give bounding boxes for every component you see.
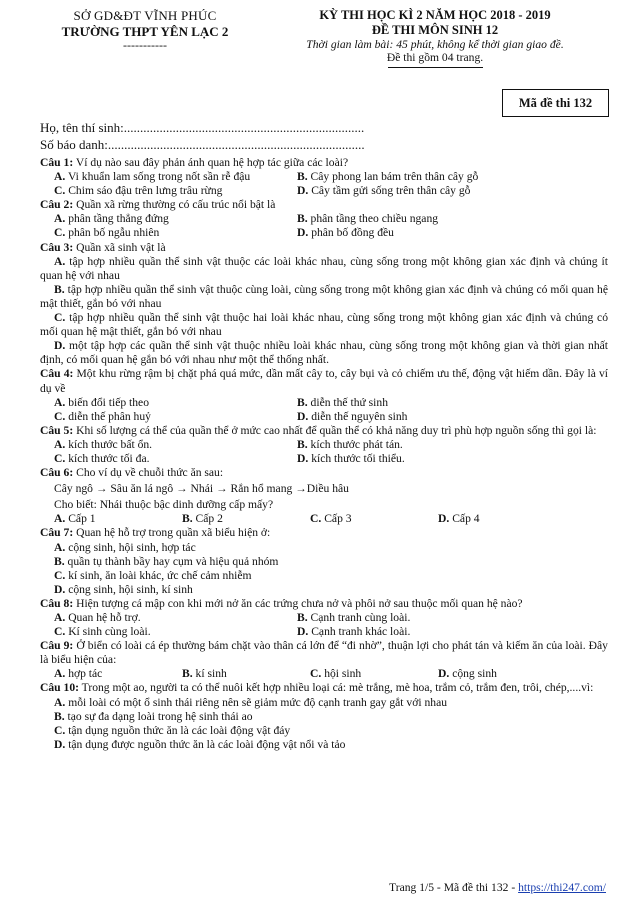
question-1: [40, 156, 608, 198]
question-5: [40, 424, 608, 466]
question-text: Quần xã sinh vật là: [73, 240, 166, 254]
question-3: [40, 241, 608, 368]
question-number: Câu 5:: [40, 423, 74, 437]
option-d: D. Cấp 4: [438, 512, 480, 526]
question-text: Ở biển có loài cá ép thường bám chặt vào thân cá lớn để “đi nhờ”, thuận lợi cho phát tán và kiếm ăn của loài. Đây là biểu hiện của:: [40, 639, 608, 667]
student-name-line: Họ, tên thí sinh:..........................................................................: [40, 120, 365, 135]
option-a: A. Cấp 1: [54, 512, 96, 526]
question-text: Một khu rừng rậm bị chặt phá quá mức, dần mất cây to, cây bụi và cỏ chiếm ưu thế, động vật hiếm dần. Đây là ví dụ về: [40, 367, 608, 395]
option-c: C. phân bố ngẫu nhiên: [54, 226, 160, 240]
option-c: C. tận dụng nguồn thức ăn là các loài động vật đáy: [54, 723, 291, 737]
option-a: A. cộng sinh, hội sinh, hợp tác: [54, 540, 196, 554]
option-b: B. Cây phong lan bám trên thân cây gỗ: [297, 170, 479, 184]
student-id-line: Số báo danh:...............................................................................: [40, 137, 365, 152]
question-text: Quan hệ hỗ trợ trong quần xã biểu hiện ở:: [73, 526, 271, 540]
option-a: A. biến đổi tiếp theo: [54, 395, 150, 409]
option-c: C. diễn thế phân huỷ: [54, 409, 151, 423]
question-10: [40, 681, 608, 751]
option-c: C. kích thước tối đa.: [54, 451, 150, 465]
header-right: [250, 8, 620, 68]
question-number: Câu 1:: [40, 156, 74, 169]
question-number: Câu 8:: [40, 596, 74, 610]
question-7: [40, 526, 608, 596]
question-number: Câu 3:: [40, 240, 74, 254]
question-6: [40, 466, 608, 526]
option-b: B. phân tầng theo chiều ngang: [297, 212, 439, 226]
footer-link[interactable]: https://thi247.com/: [518, 881, 606, 894]
question-number: Câu 9:: [40, 639, 74, 653]
question-text: Cho ví dụ về chuỗi thức ăn sau:: [73, 466, 224, 480]
question-number: Câu 10:: [40, 681, 79, 695]
question-text: Khi số lượng cá thể của quần thể ở mức cao nhất để quần thể có khả năng duy trì phù hợp nguồn sống thì gọi là:: [73, 423, 597, 437]
time-note: Thời gian làm bài: 45 phút, không kể thời gian giao đề.: [306, 38, 564, 51]
question-4: [40, 367, 608, 423]
question-8: [40, 597, 608, 639]
option-b: B. tập hợp nhiều quần thể sinh vật thuộc cùng loài, cùng sống trong một không gian xác định và chúng có mối quan hệ mật thiết, gắn bó với nhau: [40, 282, 608, 310]
question-number: Câu 6:: [40, 466, 74, 480]
option-b: B. kích thước phát tán.: [297, 437, 403, 451]
option-a: A. Vi khuẩn lam sống trong nốt sần rễ đậu: [54, 170, 251, 184]
option-b: B. diễn thế thứ sinh: [297, 395, 388, 409]
department-name: SỞ GD&ĐT VĨNH PHÚC: [73, 8, 217, 23]
option-b: B. Cạnh tranh cùng loài.: [297, 611, 411, 624]
option-a: A. Quan hệ hỗ trợ.: [54, 611, 141, 624]
question-number: Câu 4:: [40, 367, 74, 381]
option-c: C. Kí sinh cùng loài.: [54, 625, 151, 639]
option-a: A. kích thước bất ổn.: [54, 437, 153, 451]
option-d: D. cộng sinh, hội sinh, kí sinh: [54, 582, 193, 596]
question-number: Câu 2:: [40, 198, 74, 212]
option-a: A. tập hợp nhiều quần thể sinh vật thuộc các loài khác nhau, cùng sống trong một không gian xác định và chúng ít quan hệ với nhau: [40, 254, 608, 282]
option-a: A. phân tầng thẳng đứng: [54, 212, 169, 226]
question-text: Quần xã rừng thường có cấu trúc nổi bật là: [73, 198, 276, 212]
school-name: TRƯỜNG THPT YÊN LẠC 2: [61, 24, 229, 39]
header-divider: [388, 67, 483, 68]
header-dashes: -----------: [123, 38, 167, 52]
question-prompt: Cho biết: Nhái thuộc bậc dinh dưỡng cấp mấy?: [54, 498, 274, 512]
footer-page-info: Trang 1/5 - Mã đề thi 132 -: [389, 881, 519, 894]
option-d: D. kích thước tối thiểu.: [297, 451, 405, 465]
page-count-note: Đề thi gồm 04 trang.: [386, 51, 484, 64]
question-list: [40, 156, 608, 752]
question-text: Trong một ao, người ta có thể nuôi kết hợp nhiều loại cá: mè trắng, mè hoa, trắm cỏ, trắm đen, trôi, chép,....vì:: [78, 681, 594, 695]
question-2: [40, 198, 608, 240]
question-number: Câu 7:: [40, 526, 74, 540]
option-d: D. phân bố đồng đều: [297, 226, 394, 240]
option-c: C. kí sinh, ăn loài khác, ức chế cảm nhiễm: [54, 568, 252, 582]
option-d: D. Cạnh tranh khác loài.: [297, 625, 411, 639]
exam-code-box: [502, 89, 609, 117]
option-c: C. tập hợp nhiều quần thể sinh vật thuộc hai loài khác nhau, cùng sống trong một không gian xác định và chúng có mối quan hệ mật thiết, gắn bó với nhau: [40, 311, 608, 339]
subject-title: ĐỀ THI MÔN SINH 12: [371, 23, 499, 37]
option-a: A. mỗi loài có một ổ sinh thái riêng nên sẽ giảm mức độ cạnh tranh gay gắt với nhau: [54, 695, 448, 709]
option-d: D. Cây tầm gửi sống trên thân cây gỗ: [297, 184, 471, 198]
option-b: B. quần tụ thành bầy hay cụm và hiệu quả nhóm: [54, 554, 279, 568]
exam-title: KỲ THI HỌC KÌ 2 NĂM HỌC 2018 - 2019: [319, 8, 551, 22]
option-d: D. một tập hợp các quần thể sinh vật thuộc nhiều loài khác nhau, cùng sống trong một không gian và thời gian nhất định, có mối quan hệ gắn bó với nhau như một thể thống nhất.: [40, 339, 608, 367]
food-chain: Cây ngô → Sâu ăn lá ngô → Nhái → Rắn hổ mang →Diều hâu: [54, 482, 349, 496]
option-b: B. Cấp 2: [182, 512, 223, 526]
option-d: D. diễn thế nguyên sinh: [297, 409, 408, 423]
question-text: Hiện tượng cá mập con khi mới nở ăn các trứng chưa nở và phôi nở sau thuộc mối quan hệ nào?: [73, 596, 523, 610]
option-b: B. kí sinh: [182, 667, 227, 681]
option-c: C. Chim sáo đậu trên lưng trâu rừng: [54, 184, 223, 198]
question-9: [40, 639, 608, 681]
exam-code: Mã đề thi 132: [518, 95, 593, 110]
option-c: C. hội sinh: [310, 667, 362, 681]
option-a: A. hợp tác: [54, 667, 103, 681]
option-b: B. tạo sự đa dạng loài trong hệ sinh thái ao: [54, 709, 253, 723]
question-text: Ví dụ nào sau đây phản ánh quan hệ hợp tác giữa các loài?: [73, 156, 349, 169]
page-footer: [389, 881, 606, 894]
option-c: C. Cấp 3: [310, 512, 352, 526]
header-left: [40, 8, 250, 53]
option-d: D. tận dụng được nguồn thức ăn là các loài động vật nổi và tảo: [54, 737, 346, 751]
option-d: D. cộng sinh: [438, 667, 497, 681]
